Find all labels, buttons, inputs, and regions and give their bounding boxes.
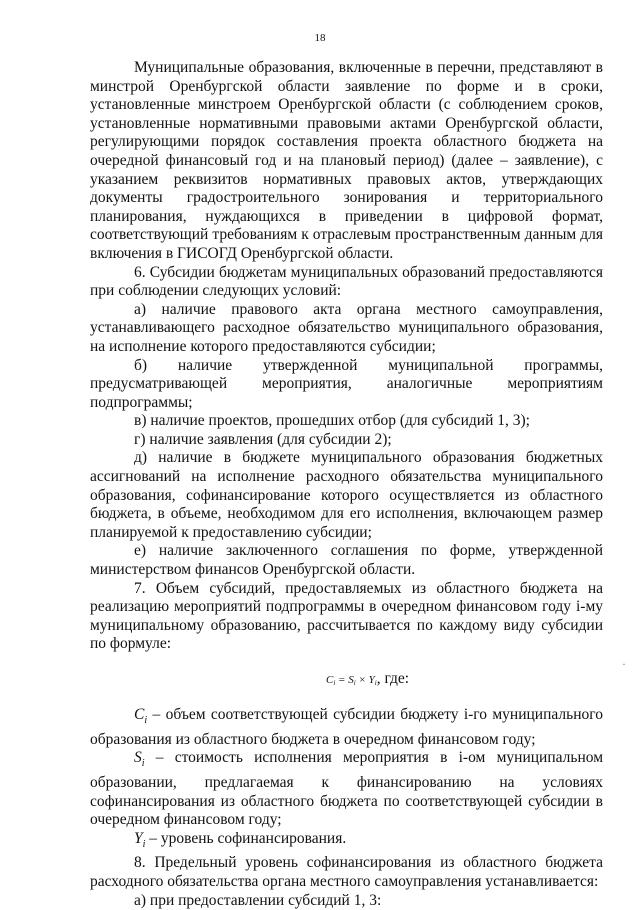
paragraph-condition-b: б) наличие утвержденной муниципальной программы, предусматривающей мероприятия, аналогичные мероприятиям подпрограммы; (90, 356, 603, 411)
paragraph-condition-a: а) наличие правового акта органа местного самоуправления, устанавливающего расходное обязательство муниципального образования, на исполнение которого предоставляются субсидии; (90, 300, 603, 355)
definition-y-symbol: $Y_i$ (134, 829, 146, 850)
definition-y-text: – уровень софинансирования. (145, 829, 347, 847)
definition-y (90, 830, 603, 855)
formula-c-sub: i (333, 679, 336, 687)
document-body (90, 59, 603, 910)
formula-times: × (355, 674, 369, 686)
paragraph-clause-6: 6. Субсидии бюджетам муниципальных образований предоставляются при соблюдении следующих условий: (90, 263, 603, 300)
definition-s-text: – стоимость исполнения мероприятия в i-ом муниципальном образовании, предлагаемая к финансированию на условиях софинансирования из областного бюджета по соответствующей субсидии в очередном финансовом году; (90, 749, 603, 829)
formula-expression (326, 674, 377, 686)
formula-eq: = (335, 674, 349, 686)
paragraph-clause-8: 8. Предельный уровень софинансирования из областного бюджета расходного обязательства органа местного самоуправления устанавливается: (90, 854, 603, 891)
definition-s (90, 749, 603, 829)
paragraph-condition-e: е) наличие заключенного соглашения по форме, утвержденной министерством финансов Оренбургской области. (90, 542, 603, 579)
formula-y-sub: i (374, 679, 377, 687)
paragraph-clause-8-a: а) при предоставлении субсидий 1, 3: (134, 891, 382, 909)
margin-mark: · (622, 657, 626, 671)
paragraph-condition-g: г) наличие заявления (для субсидии 2); (134, 430, 392, 448)
paragraph-intro: Муниципальные образования, включенные в перечни, представляют в минстрой Оренбургской области заявление по форме и в сроки, установленные минстроем Оренбургской области (с соблюдением сроков, установленные нормативными правовыми актами Оренбургской области, регулирующими порядок составления проекта областного бюджета на очередной финансовый год и на плановый период) (далее – заявление), с указанием реквизитов нормативных правовых актов, утверждающих документы градостроительного зонирования и территориального планирования, нуждающихся в приведении в цифровой формат, соответствующий требованиям к отраслевым пространственным данным для включения в ГИСОГД Оренбургской области. (90, 59, 603, 262)
formula (90, 666, 603, 696)
paragraph-condition-d: д) наличие в бюджете муниципального образования бюджетных ассигнований на исполнение расходного обязательства муниципального образования, софинансирование которого осуществляется из областного бюджета, в объеме, необходимом для его исполнения, включающем размер планируемой к предоставлению субсидии; (90, 449, 603, 541)
formula-y: Y (368, 674, 375, 686)
definition-c-text: – объем соответствующей субсидии бюджету i-го муниципального образования из областного бюджета в очередном финансовом году; (90, 706, 603, 748)
formula-c: C (326, 674, 334, 686)
page-number: 18 (314, 32, 326, 44)
definition-c (90, 706, 603, 749)
paragraph-condition-v: в) наличие проектов, прошедших отбор (для субсидий 1, 3); (134, 412, 530, 430)
formula-where: , где: (376, 670, 410, 687)
formula-s-sub: i (353, 679, 356, 687)
definition-c-symbol: $C_i$ (134, 706, 148, 727)
definition-s-symbol: $S_i$ (134, 749, 145, 770)
paragraph-clause-7: 7. Объем субсидий, предоставляемых из областного бюджета на реализацию мероприятий подпрограммы в очередном финансовом году i-му муниципальному образованию, рассчитывается по каждому виду субсидии по формуле: (90, 579, 603, 653)
formula-s: S (348, 674, 354, 686)
